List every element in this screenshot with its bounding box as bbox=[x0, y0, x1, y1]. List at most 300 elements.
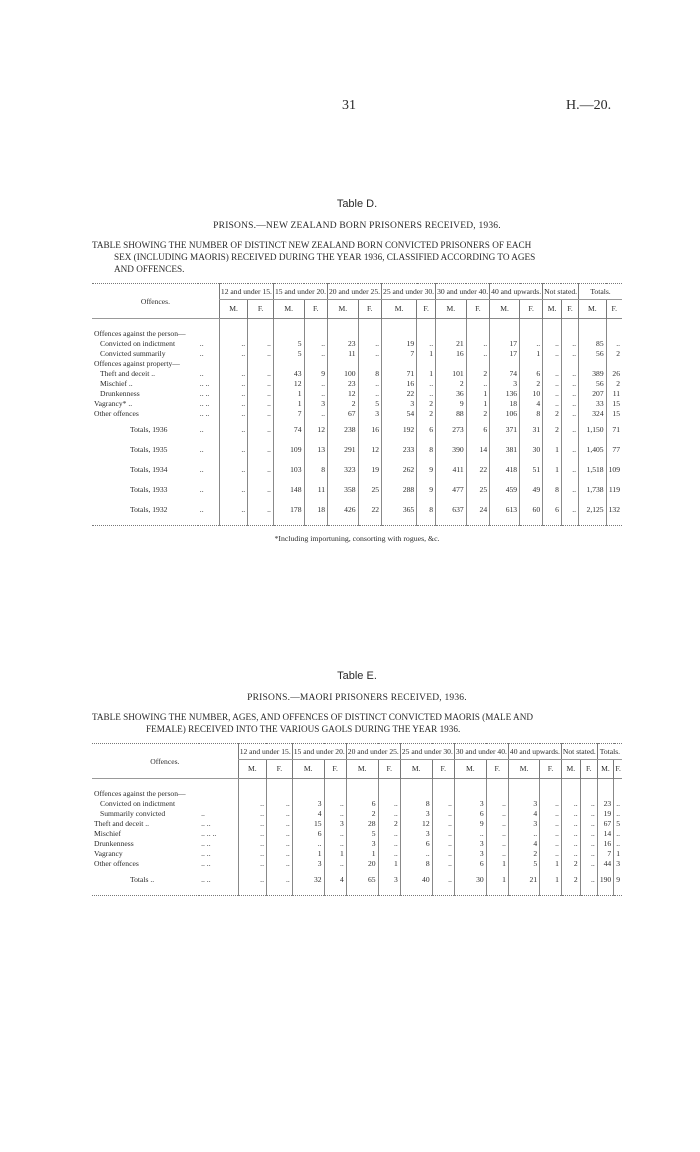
value-cell: 9 bbox=[436, 399, 467, 409]
value-cell: .. bbox=[561, 439, 578, 459]
value-cell: 207 bbox=[579, 389, 607, 399]
value-cell: 3 bbox=[490, 379, 520, 389]
spacer-cell bbox=[520, 519, 543, 526]
value-cell: .. bbox=[378, 799, 400, 809]
value-cell: 2 bbox=[606, 379, 622, 389]
value-cell: .. bbox=[358, 339, 381, 349]
spacer-cell bbox=[561, 319, 578, 330]
spacer-cell bbox=[266, 779, 292, 790]
spacer-cell bbox=[378, 889, 400, 896]
spacer-cell bbox=[597, 779, 613, 790]
value-cell: 65 bbox=[346, 869, 378, 889]
spacer-cell bbox=[219, 319, 247, 330]
value-cell: 2 bbox=[346, 809, 378, 819]
empty-cell bbox=[328, 359, 359, 369]
value-cell: 9 bbox=[417, 479, 436, 499]
row-label: Mischief .. bbox=[100, 379, 133, 388]
value-cell: .. bbox=[561, 349, 578, 359]
empty-cell bbox=[606, 329, 622, 339]
value-cell: .. bbox=[486, 799, 508, 809]
spacer-cell bbox=[382, 519, 417, 526]
spacer-cell bbox=[614, 779, 622, 790]
value-cell: .. bbox=[580, 849, 597, 859]
empty-cell bbox=[466, 329, 489, 339]
value-cell: 3 bbox=[382, 399, 417, 409]
group-label: Offences against the person— bbox=[94, 789, 186, 798]
value-cell: .. bbox=[417, 389, 436, 399]
leader-dots: .. bbox=[199, 349, 204, 358]
value-cell: .. bbox=[614, 839, 622, 849]
value-cell: .. bbox=[606, 339, 622, 349]
row-label: Other offences bbox=[94, 859, 139, 868]
value-cell: 1 bbox=[378, 859, 400, 869]
value-cell: 459 bbox=[490, 479, 520, 499]
value-cell: 1 bbox=[543, 439, 562, 459]
value-cell: .. bbox=[248, 349, 274, 359]
value-cell: .. bbox=[466, 339, 489, 349]
age-group-header: 40 and upwards. bbox=[490, 284, 543, 300]
value-cell: .. bbox=[219, 409, 247, 419]
spacer-cell bbox=[520, 319, 543, 330]
value-cell: 21 bbox=[436, 339, 467, 349]
spacer-cell bbox=[579, 519, 607, 526]
spacer-cell bbox=[508, 889, 539, 896]
value-cell: .. bbox=[266, 839, 292, 849]
empty-cell bbox=[579, 359, 607, 369]
value-cell: 85 bbox=[579, 339, 607, 349]
value-cell: 74 bbox=[273, 419, 304, 439]
value-cell: 5 bbox=[508, 859, 539, 869]
value-cell: .. bbox=[508, 829, 539, 839]
value-cell: 2 bbox=[561, 869, 580, 889]
value-cell: .. bbox=[580, 869, 597, 889]
group-row bbox=[92, 329, 622, 339]
value-cell: 1 bbox=[273, 399, 304, 409]
value-cell: 18 bbox=[304, 499, 327, 519]
empty-cell bbox=[606, 359, 622, 369]
value-cell: 6 bbox=[400, 839, 432, 849]
value-cell: 2 bbox=[378, 819, 400, 829]
value-cell: .. bbox=[324, 829, 346, 839]
table-d-description bbox=[92, 239, 622, 275]
spacer-cell bbox=[328, 319, 359, 330]
row-label: Totals, 1933 bbox=[130, 485, 168, 494]
value-cell: 2 bbox=[543, 419, 562, 439]
empty-cell bbox=[466, 359, 489, 369]
value-cell: .. bbox=[248, 409, 274, 419]
value-cell: .. bbox=[520, 339, 543, 349]
value-cell: .. bbox=[304, 409, 327, 419]
value-cell: 13 bbox=[304, 439, 327, 459]
value-cell: 6 bbox=[466, 419, 489, 439]
value-cell: 25 bbox=[358, 479, 381, 499]
value-cell: 7 bbox=[382, 349, 417, 359]
row-label: Totals, 1932 bbox=[130, 505, 168, 514]
value-cell: .. bbox=[614, 829, 622, 839]
value-cell: .. bbox=[614, 799, 622, 809]
value-cell: .. bbox=[378, 829, 400, 839]
empty-cell bbox=[436, 359, 467, 369]
empty-cell bbox=[358, 359, 381, 369]
group-row bbox=[92, 789, 622, 799]
totals-row bbox=[92, 499, 622, 519]
value-cell: 8 bbox=[400, 859, 432, 869]
value-cell: 24 bbox=[466, 499, 489, 519]
value-cell: 148 bbox=[273, 479, 304, 499]
value-cell: 4 bbox=[292, 809, 324, 819]
value-cell: 3 bbox=[454, 799, 486, 809]
value-cell: 2 bbox=[328, 399, 359, 409]
value-cell: 119 bbox=[606, 479, 622, 499]
age-group-header: 12 and under 15. bbox=[219, 284, 273, 300]
spacer-cell bbox=[614, 889, 622, 896]
spacer-cell bbox=[324, 779, 346, 790]
value-cell: 8 bbox=[543, 479, 562, 499]
value-cell: 1 bbox=[417, 349, 436, 359]
empty-cell bbox=[417, 329, 436, 339]
sex-header-cell: F. bbox=[248, 300, 274, 319]
value-cell: .. bbox=[219, 439, 247, 459]
value-cell: 3 bbox=[614, 859, 622, 869]
value-cell: .. bbox=[248, 479, 274, 499]
value-cell: 40 bbox=[400, 869, 432, 889]
value-cell: 12 bbox=[273, 379, 304, 389]
value-cell: 6 bbox=[543, 499, 562, 519]
table-e-title: Table E. bbox=[337, 670, 377, 682]
value-cell: .. bbox=[561, 399, 578, 409]
empty-cell bbox=[266, 789, 292, 799]
value-cell: .. bbox=[324, 859, 346, 869]
empty-cell bbox=[490, 329, 520, 339]
value-cell: 18 bbox=[490, 399, 520, 409]
sex-header-cell: F. bbox=[486, 760, 508, 779]
value-cell: 1,518 bbox=[579, 459, 607, 479]
empty-cell bbox=[292, 789, 324, 799]
value-cell: 3 bbox=[378, 869, 400, 889]
spacer-cell bbox=[273, 319, 304, 330]
value-cell: 109 bbox=[273, 439, 304, 459]
sex-header-cell: M. bbox=[400, 760, 432, 779]
row-label: Other offences bbox=[94, 409, 139, 418]
value-cell: 88 bbox=[436, 409, 467, 419]
value-cell: 12 bbox=[358, 439, 381, 459]
value-cell: .. bbox=[378, 849, 400, 859]
value-cell: 2 bbox=[466, 369, 489, 379]
value-cell: 74 bbox=[490, 369, 520, 379]
value-cell: 3 bbox=[400, 829, 432, 839]
value-cell: 30 bbox=[454, 869, 486, 889]
value-cell: 8 bbox=[358, 369, 381, 379]
sex-header-cell: M. bbox=[561, 760, 580, 779]
value-cell: .. bbox=[219, 349, 247, 359]
value-cell: .. bbox=[266, 849, 292, 859]
value-cell: .. bbox=[266, 799, 292, 809]
age-group-header: 30 and under 40. bbox=[454, 744, 508, 760]
spacer-cell bbox=[92, 779, 238, 790]
row-label: Vagrancy bbox=[94, 849, 123, 858]
value-cell: 11 bbox=[328, 349, 359, 359]
table-row bbox=[92, 829, 622, 839]
table-e-subtitle: PRISONS.—MAORI PRISONERS RECEIVED, 1936. bbox=[247, 693, 467, 703]
value-cell: 23 bbox=[597, 799, 613, 809]
value-cell: 4 bbox=[324, 869, 346, 889]
value-cell: .. bbox=[466, 379, 489, 389]
value-cell: 100 bbox=[328, 369, 359, 379]
spacer-cell bbox=[597, 889, 613, 896]
totals-row bbox=[92, 419, 622, 439]
value-cell: 365 bbox=[382, 499, 417, 519]
sex-header-cell: F. bbox=[304, 300, 327, 319]
empty-cell bbox=[520, 329, 543, 339]
value-cell: 101 bbox=[436, 369, 467, 379]
page-number: 31 bbox=[342, 98, 356, 113]
sex-header-cell: F. bbox=[432, 760, 454, 779]
value-cell: .. bbox=[466, 349, 489, 359]
leader-dots: .. .. bbox=[201, 849, 211, 858]
table-d-title: Table D. bbox=[336, 198, 378, 210]
leader-dots: .. .. .. bbox=[201, 829, 217, 838]
value-cell: .. bbox=[324, 839, 346, 849]
empty-cell bbox=[382, 359, 417, 369]
value-cell: 28 bbox=[346, 819, 378, 829]
sex-header-cell: M. bbox=[508, 760, 539, 779]
row-label: Summarily convicted bbox=[100, 809, 166, 818]
value-cell: 2 bbox=[561, 859, 580, 869]
sex-header-cell: F. bbox=[466, 300, 489, 319]
table-e-desc-line: TABLE SHOWING THE NUMBER, AGES, AND OFFENCES OF DISTINCT CONVICTED MAORIS (MALE AND bbox=[92, 712, 533, 722]
sex-header-cell: F. bbox=[324, 760, 346, 779]
offences-header: Offences. bbox=[92, 284, 219, 319]
value-cell: 1 bbox=[273, 389, 304, 399]
value-cell: 5 bbox=[273, 339, 304, 349]
value-cell: 1 bbox=[543, 459, 562, 479]
age-group-header: 15 and under 20. bbox=[292, 744, 346, 760]
value-cell: 8 bbox=[304, 459, 327, 479]
value-cell: 1 bbox=[292, 849, 324, 859]
value-cell: .. bbox=[238, 839, 266, 849]
age-group-header: Not stated. bbox=[561, 744, 597, 760]
value-cell: 3 bbox=[324, 819, 346, 829]
value-cell: 22 bbox=[382, 389, 417, 399]
empty-cell bbox=[614, 789, 622, 799]
empty-cell bbox=[561, 359, 578, 369]
document-reference: H.—20. bbox=[566, 98, 612, 113]
spacer-row bbox=[92, 319, 622, 330]
sex-header-cell: F. bbox=[378, 760, 400, 779]
value-cell: .. bbox=[248, 439, 274, 459]
table-row bbox=[92, 399, 622, 409]
value-cell: .. bbox=[266, 859, 292, 869]
value-cell: 25 bbox=[466, 479, 489, 499]
value-cell: .. bbox=[561, 339, 578, 349]
row-label: Totals .. bbox=[130, 875, 155, 884]
value-cell: 1 bbox=[346, 849, 378, 859]
spacer-cell bbox=[417, 319, 436, 330]
value-cell: 30 bbox=[520, 439, 543, 459]
value-cell: 3 bbox=[400, 809, 432, 819]
row-label: Totals, 1934 bbox=[130, 465, 168, 474]
sex-header-cell: M. bbox=[346, 760, 378, 779]
table-e-desc-line: FEMALE) RECEIVED INTO THE VARIOUS GAOLS DURING THE YEAR 1936. bbox=[146, 724, 461, 734]
leader-dots: .. .. bbox=[199, 389, 210, 398]
spacer-cell bbox=[540, 779, 562, 790]
spacer-cell bbox=[486, 889, 508, 896]
value-cell: 4 bbox=[508, 839, 539, 849]
table-d-desc-line: AND OFFENCES. bbox=[114, 264, 185, 274]
value-cell: 192 bbox=[382, 419, 417, 439]
table-row bbox=[92, 349, 622, 359]
value-cell: 14 bbox=[466, 439, 489, 459]
sex-header-cell: F. bbox=[266, 760, 292, 779]
spacer-cell bbox=[543, 519, 562, 526]
value-cell: 71 bbox=[382, 369, 417, 379]
value-cell: .. bbox=[432, 869, 454, 889]
value-cell: 54 bbox=[382, 409, 417, 419]
value-cell: 233 bbox=[382, 439, 417, 459]
spacer-row bbox=[92, 889, 622, 896]
sex-header-cell: M. bbox=[219, 300, 247, 319]
sex-header-cell: F. bbox=[358, 300, 381, 319]
value-cell: .. bbox=[543, 399, 562, 409]
value-cell: 1 bbox=[520, 349, 543, 359]
value-cell: .. bbox=[266, 829, 292, 839]
value-cell: 106 bbox=[490, 409, 520, 419]
value-cell: 22 bbox=[466, 459, 489, 479]
spacer-cell bbox=[346, 779, 378, 790]
value-cell: 3 bbox=[292, 859, 324, 869]
value-cell: 33 bbox=[579, 399, 607, 409]
value-cell: 67 bbox=[597, 819, 613, 829]
sex-header-cell: F. bbox=[417, 300, 436, 319]
spacer-cell bbox=[400, 779, 432, 790]
table-row bbox=[92, 409, 622, 419]
value-cell: 5 bbox=[273, 349, 304, 359]
sex-header-cell: F. bbox=[606, 300, 622, 319]
value-cell: 2 bbox=[417, 399, 436, 409]
row-label: Totals, 1935 bbox=[130, 445, 168, 454]
value-cell: 291 bbox=[328, 439, 359, 459]
value-cell: 477 bbox=[436, 479, 467, 499]
age-group-header: 40 and upwards. bbox=[508, 744, 561, 760]
spacer-cell bbox=[324, 889, 346, 896]
value-cell: 32 bbox=[292, 869, 324, 889]
totals-row bbox=[92, 439, 622, 459]
value-cell: .. bbox=[580, 799, 597, 809]
table-e bbox=[92, 743, 622, 896]
empty-cell bbox=[486, 789, 508, 799]
leader-dots: .. bbox=[199, 369, 204, 378]
value-cell: 16 bbox=[597, 839, 613, 849]
table-e-description bbox=[92, 711, 622, 735]
value-cell: 3 bbox=[508, 799, 539, 809]
value-cell: 1 bbox=[486, 859, 508, 869]
value-cell: .. bbox=[561, 409, 578, 419]
value-cell: 381 bbox=[490, 439, 520, 459]
value-cell: .. bbox=[304, 339, 327, 349]
value-cell: .. bbox=[219, 419, 247, 439]
value-cell: .. bbox=[417, 379, 436, 389]
value-cell: 23 bbox=[328, 339, 359, 349]
value-cell: 6 bbox=[454, 859, 486, 869]
value-cell: .. bbox=[292, 839, 324, 849]
empty-cell bbox=[580, 789, 597, 799]
value-cell: .. bbox=[238, 849, 266, 859]
value-cell: .. bbox=[540, 819, 562, 829]
value-cell: 1,738 bbox=[579, 479, 607, 499]
leader-dots: .. bbox=[199, 505, 204, 514]
spacer-cell bbox=[292, 779, 324, 790]
spacer-cell bbox=[606, 319, 622, 330]
leader-dots: .. .. bbox=[201, 819, 211, 828]
table-row bbox=[92, 839, 622, 849]
table-e-body bbox=[92, 779, 622, 896]
value-cell: .. bbox=[238, 809, 266, 819]
group-label: Offences against property— bbox=[94, 359, 180, 368]
value-cell: 15 bbox=[606, 399, 622, 409]
value-cell: 19 bbox=[382, 339, 417, 349]
spacer-row bbox=[92, 779, 622, 790]
spacer-cell bbox=[92, 889, 238, 896]
sex-header-cell: F. bbox=[561, 300, 578, 319]
table-d bbox=[92, 283, 622, 526]
empty-cell bbox=[561, 329, 578, 339]
value-cell: .. bbox=[432, 799, 454, 809]
value-cell: .. bbox=[248, 399, 274, 409]
row-label: Convicted on indictment bbox=[100, 799, 176, 808]
value-cell: .. bbox=[266, 869, 292, 889]
sex-header-cell: M. bbox=[579, 300, 607, 319]
value-cell: 2 bbox=[520, 379, 543, 389]
leader-dots: .. .. bbox=[199, 409, 210, 418]
value-cell: 10 bbox=[520, 389, 543, 399]
leader-dots: .. .. bbox=[199, 399, 210, 408]
value-cell: 7 bbox=[273, 409, 304, 419]
value-cell: .. bbox=[543, 339, 562, 349]
table-d-section bbox=[92, 198, 622, 543]
empty-cell bbox=[454, 789, 486, 799]
empty-cell bbox=[520, 359, 543, 369]
value-cell: 3 bbox=[358, 409, 381, 419]
value-cell: 1 bbox=[466, 389, 489, 399]
row-label: Totals, 1936 bbox=[130, 425, 168, 434]
value-cell: .. bbox=[266, 819, 292, 829]
value-cell: .. bbox=[248, 499, 274, 519]
leader-dots: .. .. bbox=[201, 859, 211, 868]
value-cell: .. bbox=[540, 839, 562, 849]
spacer-cell bbox=[417, 519, 436, 526]
totals-header: Totals. bbox=[597, 744, 622, 760]
leader-dots: .. bbox=[199, 425, 204, 434]
value-cell: 49 bbox=[520, 479, 543, 499]
spacer-cell bbox=[466, 519, 489, 526]
spacer-cell bbox=[454, 889, 486, 896]
value-cell: 132 bbox=[606, 499, 622, 519]
spacer-cell bbox=[466, 319, 489, 330]
spacer-cell bbox=[436, 319, 467, 330]
value-cell: 262 bbox=[382, 459, 417, 479]
value-cell: 17 bbox=[490, 349, 520, 359]
value-cell: 5 bbox=[614, 819, 622, 829]
value-cell: 178 bbox=[273, 499, 304, 519]
spacer-cell bbox=[304, 319, 327, 330]
age-group-header: 15 and under 20. bbox=[273, 284, 327, 300]
value-cell: 238 bbox=[328, 419, 359, 439]
value-cell: 426 bbox=[328, 499, 359, 519]
value-cell: .. bbox=[561, 799, 580, 809]
value-cell: 1 bbox=[614, 849, 622, 859]
value-cell: 190 bbox=[597, 869, 613, 889]
spacer-cell bbox=[400, 889, 432, 896]
